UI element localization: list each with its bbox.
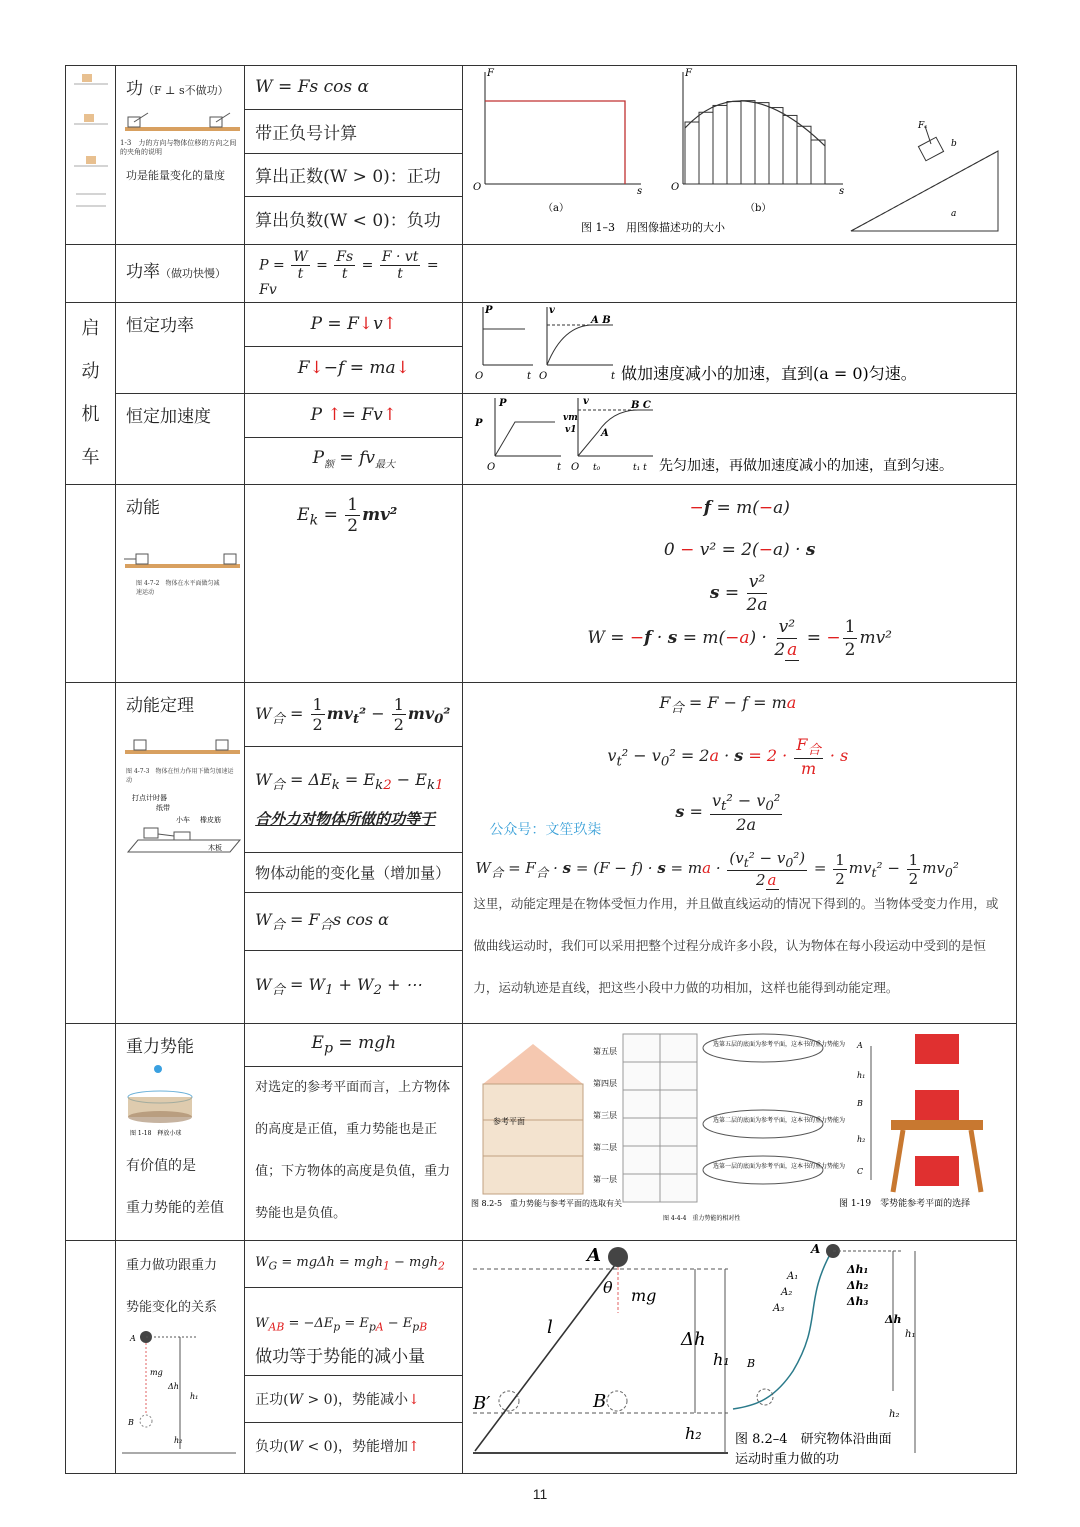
work-label: 功 <box>126 79 144 99</box>
kinetic-derivation-cell <box>463 485 1017 683</box>
svg-text:第二层: 第二层 <box>593 1143 618 1152</box>
svg-text:图 4-4-4 重力势能的相对性: 图 4-4-4 重力势能的相对性 <box>663 1215 741 1222</box>
area-strip <box>699 112 713 184</box>
svg-text:t: t <box>527 371 532 382</box>
svg-text:C: C <box>857 1167 864 1176</box>
svg-text:O: O <box>539 371 548 382</box>
kinetic-fig-caption: 图 4-7-2 物体在水平面做匀减速运动 <box>136 580 220 596</box>
svg-text:vm: vm <box>563 413 579 423</box>
svg-text:h₂: h₂ <box>889 1409 900 1420</box>
svg-text:v: v <box>549 305 556 316</box>
svg-text:A: A <box>857 1041 864 1050</box>
svg-text:A B: A B <box>591 315 612 326</box>
gravity-pe-formula: $E_p$ = mgh <box>311 1033 397 1057</box>
svg-text:h₁: h₁ <box>190 1392 199 1401</box>
svg-text:mg: mg <box>150 1368 163 1377</box>
svg-text:第三层: 第三层 <box>593 1111 618 1120</box>
area-strip <box>811 140 825 184</box>
const-power-eq2: F↓−f = ma↓ <box>297 357 410 378</box>
gravity-pe-desc-1: 有价值的是 <box>126 1158 197 1174</box>
theorem-derivation <box>463 683 1016 889</box>
engine-group-char: 车 <box>81 447 100 468</box>
svg-text:A: A <box>130 1334 136 1343</box>
svg-text:图 8.2–4 研究物体沿曲面: 图 8.2–4 研究物体沿曲面 <box>735 1432 892 1447</box>
graph-b-axis-f: F <box>685 68 693 79</box>
power-label: 功率 <box>126 262 161 282</box>
work-negative: 算出负数(W < 0)：负功 <box>255 211 441 232</box>
svg-text:h₂: h₂ <box>685 1424 703 1443</box>
svg-text:h₁: h₁ <box>713 1350 731 1369</box>
svg-text:A: A <box>811 1242 821 1256</box>
kinetic-eq2: 0 − v² = 2(−a) · s <box>663 540 816 560</box>
kinetic-eq4: W = −f · s = m(−a) · $\frac{\text{v²}}{2 a}$ = − $\frac{1}{2}$ mv² <box>587 617 892 660</box>
engine-group-char: 启 <box>81 318 100 339</box>
const-power-graphs <box>463 303 1016 389</box>
svg-text:O: O <box>571 462 580 473</box>
const-acc-eq2: $P_额 = fv_{最大}$ <box>312 447 395 470</box>
incline-fs: Fₛ <box>918 121 928 131</box>
svg-text:运动时重力做的功: 运动时重力做的功 <box>735 1452 840 1467</box>
svg-text:Δh₁: Δh₁ <box>847 1263 869 1276</box>
const-power-text: 做加速度减小的加速，直到(a = 0)匀速。 <box>621 364 918 383</box>
svg-text:选第五层的底面为参考平面，这本书的重力势能为: 选第五层的底面为参考平面，这本书的重力势能为 <box>713 1041 846 1048</box>
svg-text:h₂: h₂ <box>174 1436 183 1445</box>
gravity-work-positive: 正功(W > 0)，势能减小↓ <box>255 1392 420 1408</box>
gravity-pe-figure <box>120 1061 245 1139</box>
theorem-eq4: $W_合 = W_1 + W_2$ + ⋯ <box>255 975 422 999</box>
work-sign-rule: 带正负号计算 <box>255 123 358 144</box>
gravity-work-label-2: 势能变化的关系 <box>126 1300 218 1315</box>
graph-a-axis-s: s <box>637 186 643 197</box>
svg-text:选第二层的底面为参考平面，这本书的重力势能为: 选第二层的底面为参考平面，这本书的重力势能为 <box>713 1117 846 1124</box>
svg-text:B′: B′ <box>473 1393 491 1414</box>
theorem-figure-cart <box>120 792 245 872</box>
row-gravity-pe <box>66 1024 1017 1241</box>
area-strip <box>685 122 699 184</box>
work-formula: W = Fs cos α <box>255 77 369 98</box>
svg-text:图 1-18 释放小球: 图 1-18 释放小球 <box>130 1130 182 1137</box>
theorem-label: 动能定理 <box>126 696 195 716</box>
theorem-eq2: $W_合 = \Delta E_k = E_{k2} - E_{k1}$ <box>255 770 444 794</box>
theorem-statement-2: 物体动能的变化量（增加量） <box>255 864 451 882</box>
engine-group-label <box>66 303 115 479</box>
svg-text:第四层: 第四层 <box>593 1079 618 1088</box>
svg-text:P: P <box>475 418 483 429</box>
const-acc-eq1: P ↑= Fv↑ <box>310 405 397 426</box>
gravity-work-figures <box>463 1241 1016 1469</box>
gravity-pe-formula-cell <box>245 1024 463 1241</box>
svg-text:A₁: A₁ <box>787 1271 799 1282</box>
power-formula: P = $\frac{W}{t}$ = $\frac{Fs}{t}$ = $\frac{F \cdot vt}{t}$ = Fv <box>259 249 439 298</box>
const-acc-label: 恒定加速度 <box>126 407 212 427</box>
svg-text:v1: v1 <box>565 425 577 435</box>
theorem-label-cell <box>116 683 245 1024</box>
engine-group-char: 动 <box>81 361 100 382</box>
svg-text:Δh: Δh <box>168 1382 179 1391</box>
work-fig-caption: 1-3 力的方向与物体位移的方向之间的夹角的说明 <box>120 139 237 156</box>
svg-text:t: t <box>611 371 616 382</box>
power-label-cell <box>116 245 245 303</box>
svg-text:Δh₂: Δh₂ <box>847 1279 869 1292</box>
gravity-work-negative: 负功(W < 0)，势能增加↑ <box>255 1439 420 1455</box>
theorem-d-eq4: $W_合 = F_合 \cdot s = (F - f) \cdot s$ = ma · $\frac{(v_t^2 - v_0^2)}{2 a}$ = $\frac{1}{2}$ $mv_t^2$ − $\frac{1}{2}$ $mv_0^2$ <box>475 849 959 889</box>
area-strip <box>755 103 769 184</box>
work-graph-cell <box>463 66 1017 245</box>
svg-text:B C: B C <box>631 400 652 411</box>
graph-b-label: （b） <box>745 203 772 214</box>
const-acc-graph-cell <box>463 394 1017 485</box>
svg-text:A: A <box>601 428 610 439</box>
power-label-note: （做功快慢） <box>160 267 227 280</box>
gravity-pe-text: 对选定的参考平面而言，上方物体的高度是正值，重力势能也是正值；下方物体的高度是负值，重力势能也是负值。 <box>255 1080 451 1221</box>
svg-text:B: B <box>128 1418 134 1427</box>
const-acc-text: 先匀加速，再做加速度减小的加速，直到匀速。 <box>659 458 954 474</box>
row-gravity-work <box>66 1241 1017 1474</box>
area-strip <box>797 126 811 184</box>
svg-text:P: P <box>499 398 507 409</box>
row-const-acc <box>66 394 1017 485</box>
const-power-eq1: P = F↓v↑ <box>310 314 397 335</box>
area-strip <box>769 108 783 184</box>
theorem-note: 这里，动能定理是在物体受恒力作用，并且做直线运动的情况下得到的。当物体受变力作用，或做曲线运动时，我们可以采用把整个过程分成许多小段，认为物体在每小段运动中受到的是恒力，运动轨迹是直线，把这些小段中力做的功相加，这样也能得到动能定理。 <box>473 896 999 995</box>
kinetic-formula-cell <box>245 485 463 683</box>
watermark: 公众号：文笙玖柒 <box>489 822 602 838</box>
svg-text:P: P <box>485 305 493 316</box>
work-thumbnails <box>66 66 116 240</box>
gravity-work-formula-cell <box>245 1241 463 1474</box>
gravity-pe-desc-2: 重力势能的差值 <box>126 1200 225 1216</box>
work-force-figure <box>120 99 245 139</box>
svg-text:纸带: 纸带 <box>156 804 171 812</box>
gravity-work-label-cell <box>116 1241 245 1474</box>
area-strip <box>741 101 755 184</box>
const-power-label: 恒定功率 <box>126 316 195 336</box>
kinetic-label: 动能 <box>126 498 161 518</box>
gravity-work-mini-figure <box>116 1329 241 1459</box>
graph-b-origin: O <box>671 182 680 193</box>
graph-a-axis-f: F <box>487 68 495 79</box>
svg-text:h₂: h₂ <box>857 1135 866 1144</box>
const-power-graph-cell <box>463 303 1017 394</box>
work-formula-cell <box>245 66 463 245</box>
svg-text:t₀: t₀ <box>593 463 601 473</box>
svg-text:B: B <box>857 1099 864 1108</box>
row-const-power <box>66 303 1017 394</box>
svg-text:h₁: h₁ <box>857 1071 866 1080</box>
theorem-derivation-cell <box>463 683 1017 1024</box>
incline-b: b <box>951 139 958 149</box>
kinetic-formula: $E_k$ = $\frac{1}{2}$ mv² <box>297 495 398 536</box>
gravity-work-eq2: $W_{AB} = -\Delta E_p = E_{pA} - E_{pB}$ <box>255 1316 428 1334</box>
row-work <box>66 66 1017 245</box>
kinetic-eq3: s = $\frac{\text{v²}}{2a}$ <box>709 572 768 615</box>
kinetic-label-cell <box>116 485 245 683</box>
theorem-figure-top <box>120 726 245 766</box>
graph-b-axis-s: s <box>839 186 845 197</box>
svg-text:打点计时器: 打点计时器 <box>132 794 168 802</box>
power-formula-cell <box>245 245 463 303</box>
gravity-work-figures-cell <box>463 1241 1017 1474</box>
gravity-work-statement: 做功等于势能的减小量 <box>255 1347 426 1367</box>
physics-summary-table <box>65 65 1017 1474</box>
svg-text:Δh: Δh <box>885 1313 902 1326</box>
engine-group-cell <box>66 303 116 485</box>
const-acc-formula-cell <box>245 394 463 485</box>
svg-text:第五层: 第五层 <box>593 1047 618 1056</box>
theorem-fig-caption: 图 4-7-3 物体在恒力作用下做匀加速运动 <box>126 768 234 784</box>
engine-group-char: 机 <box>81 404 100 425</box>
svg-text:O: O <box>487 462 496 473</box>
gravity-pe-label-cell <box>116 1024 245 1241</box>
area-strip <box>727 102 741 184</box>
graph-caption: 图 1–3 用图像描述功的大小 <box>581 221 726 234</box>
svg-text:l: l <box>547 1317 554 1338</box>
graph-a-origin: O <box>473 182 482 193</box>
svg-text:A₃: A₃ <box>773 1303 785 1314</box>
theorem-eq3: $W_合 = F_合s$ cos α <box>255 909 389 934</box>
theorem-d-eq1: $F_合 = F - f$ = ma <box>659 693 797 717</box>
work-desc: 功是能量变化的量度 <box>126 169 226 182</box>
theorem-eq1: $W_合$ = $\frac{1}{2}$ $mv_t^2$ − $\frac{1}{2}$ $mv_0^2$ <box>255 695 451 734</box>
gravity-pe-figures <box>463 1024 1016 1236</box>
svg-text:小车: 小车 <box>176 816 191 824</box>
svg-text:B: B <box>593 1391 607 1412</box>
house-caption: 图 8.2-5 重力势能与参考平面的选取有关 <box>471 1199 623 1208</box>
gravity-pe-label: 重力势能 <box>126 1037 195 1057</box>
svg-text:t₁ t: t₁ t <box>633 463 648 473</box>
row-power <box>66 245 1017 303</box>
svg-text:t: t <box>557 462 562 473</box>
svg-text:θ: θ <box>603 1278 614 1297</box>
svg-text:橡皮筋: 橡皮筋 <box>200 816 222 824</box>
gravity-work-label-1: 重力做功跟重力 <box>126 1258 218 1273</box>
svg-text:mg: mg <box>631 1286 657 1305</box>
svg-text:Δh₃: Δh₃ <box>847 1295 869 1308</box>
svg-text:Δh: Δh <box>681 1329 706 1350</box>
svg-text:O: O <box>475 371 484 382</box>
svg-text:v: v <box>583 396 590 407</box>
work-thumb-cell <box>66 66 116 245</box>
const-acc-label-cell <box>116 394 245 485</box>
area-strip <box>713 105 727 184</box>
svg-text:h₁: h₁ <box>905 1329 916 1340</box>
area-strip <box>783 115 797 184</box>
const-acc-graphs <box>463 394 1016 480</box>
svg-text:B: B <box>747 1357 756 1370</box>
svg-text:参考平面: 参考平面 <box>493 1117 526 1126</box>
kinetic-figure <box>120 538 245 578</box>
work-label-note: （F ⊥ s不做功） <box>143 84 229 97</box>
theorem-statement-1: 合外力对物体所做的功等于 <box>255 809 436 828</box>
svg-text:图 1-19 零势能参考平面的选择: 图 1-19 零势能参考平面的选择 <box>839 1199 971 1209</box>
work-graphs <box>463 66 1016 240</box>
work-positive: 算出正数(W > 0)：正功 <box>255 167 441 188</box>
svg-text:A: A <box>587 1245 602 1266</box>
svg-text:木板: 木板 <box>208 844 223 852</box>
page-number: 11 <box>532 1486 548 1502</box>
kinetic-eq1: −f = m(−a) <box>689 498 790 518</box>
theorem-d-eq2: $v_t^2 - v_0^2 = 2a \cdot s = 2$ · $\frac{F_合}{m}$ · s <box>607 735 849 779</box>
gravity-pe-figures-cell <box>463 1024 1017 1241</box>
const-power-formula-cell <box>245 303 463 394</box>
incline-a: a <box>951 209 957 219</box>
work-label-cell <box>116 66 245 245</box>
svg-text:第一层: 第一层 <box>593 1175 618 1184</box>
theorem-d-eq3: s = $\frac{v_t^2 - v_0^2}{2a}$ <box>675 791 781 835</box>
gravity-work-eq1: $W_G = mg\Delta h = mgh_1 - mgh_2$ <box>255 1255 445 1273</box>
kinetic-derivation <box>463 485 1016 661</box>
row-kinetic <box>66 485 1017 683</box>
svg-text:选第一层的底面为参考平面，这本书的重力势能为: 选第一层的底面为参考平面，这本书的重力势能为 <box>713 1163 846 1170</box>
svg-text:A₂: A₂ <box>781 1287 793 1298</box>
theorem-formula-cell <box>245 683 463 1024</box>
const-power-label-cell <box>116 303 245 394</box>
row-theorem <box>66 683 1017 1024</box>
graph-a-label: （a） <box>543 203 570 214</box>
